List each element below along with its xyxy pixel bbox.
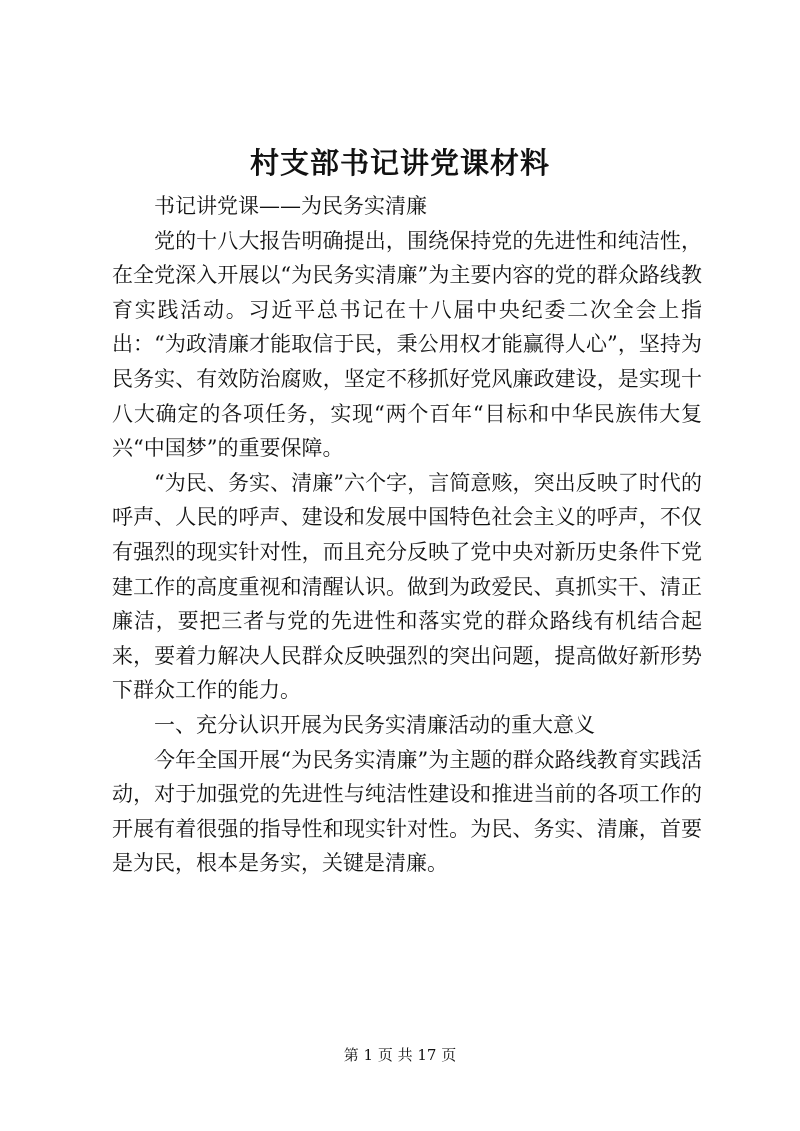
body-paragraph: “为民、务实、清廉”六个字，言简意赅，突出反映了时代的呼声、人民的呼声、建设和发展中国特色社会主义的呼声，不仅有强烈的现实针对性，而且充分反映了党中央对新历史条件下党建工作的高度重视和清醒认识。做到为政爱民、真抓实干、清正廉洁，要把三者与党的先进性和落实党的群众路线有机结合起来，要着力解决人民群众反映强烈的突出问题，提高做好新形势下群众工作的能力。: [112, 470, 702, 703]
page-footer: 第 1 页 共 17 页: [343, 1046, 457, 1064]
subtitle-paragraph: 书记讲党课——为民务实清廉: [154, 194, 427, 218]
section-heading: 一、充分认识开展为民务实清廉活动的重大意义: [154, 712, 595, 737]
body-paragraph: 今年全国开展“为民务实清廉”为主题的群众路线教育实践活动，对于加强党的先进性与纯洁性建设和推进当前的各项工作的开展有着很强的指导性和现实针对性。为民、务实、清廉，首要是为民，根本是务实，关键是清廉。: [112, 747, 702, 876]
document-title: 村支部书记讲党课材料: [249, 146, 550, 180]
body-paragraph: 党的十八大报告明确提出，围绕保持党的先进性和纯洁性，在全党深入开展以“为民务实清廉”为主要内容的党的群众路线教育实践活动。习近平总书记在十八届中央纪委二次全会上指出：“为政清廉才能取信于民，秉公用权才能赢得人心”，坚持为民务实、有效防治腐败，坚定不移抓好党风廉政建设，是实现十八大确定的各项任务，实现“两个百年“目标和中华民族伟大复兴“中国梦”的重要保障。: [112, 228, 702, 461]
document-body: [112, 189, 702, 881]
